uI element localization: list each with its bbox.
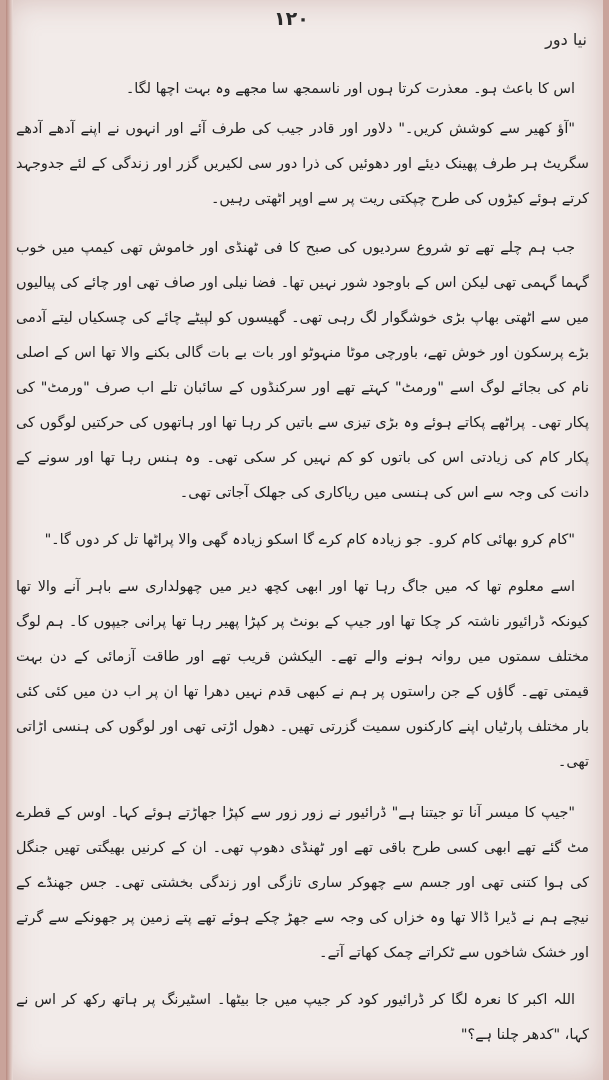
body-text xyxy=(16,74,589,1063)
paragraph: "جیپ کا میسر آنا تو جیتنا ہے" ڈرائیور نے زور زور سے کپڑا جھاڑتے ہوئے کہا۔ اوس کے قطرے مٹ گئے تھے ابھی کسی طرح باقی تھے اور ٹھنڈی دھوپ تھی۔ ان کے کرنیں بھیگتی تھیں جنگل کی ہوا کتنی تھی اور جسم سے چھوکر ساری تازگی اور زندگی بخشتی تھی۔ جس جھنڈے کے نیچے ہم نے ڈیرا ڈالا تھا وہ خزاں کی وجہ سے جھڑ چکے ہوئے تھے پتے زمین پر جھونکے سے گرتے اور خشک شاخوں سے ٹکراتے چمک کھاتے آتے۔ xyxy=(16,805,589,961)
page-number: ۱۲۰ xyxy=(274,8,309,30)
book-page xyxy=(6,0,603,1080)
page-spine-shadow xyxy=(6,0,13,1080)
paragraph: "کام کرو بھائی کام کرو۔ جو زیادہ کام کرے گا اسکو زیادہ گھی والا پراٹھا تل کر دوں گا۔" xyxy=(44,532,575,548)
paragraph: اسے معلوم تھا کہ میں جاگ رہا تھا اور ابھی کچھ دیر میں چھولداری سے باہر آنے والا تھا کیونکہ ڈرائیور ناشتہ کر چکا تھا اور جیپ کے بونٹ پر کپڑا پھیر رہا تھا پرانی جیپوں کا۔ ہم لوگ مختلف سمتوں میں روانہ ہونے والے تھے۔ الیکشن قریب تھے اور طاقت آزمائی کے دن بہت قیمتی تھے۔ گاؤں کے جن راستوں پر ہم نے کبھی قدم نہیں دھرا تھا ان پر اب دن میں کئی کئی بار مختلف پارٹیاں اپنے کارکنوں سمیت گزرتی تھیں۔ دھول اڑتی تھی اور لوگوں کی ہنسی اڑاتی تھی۔ xyxy=(16,579,589,770)
paragraph: اللہ اکبر کا نعرہ لگا کر ڈرائیور کود کر جیپ میں جا بیٹھا۔ اسٹیرنگ پر ہاتھ رکھ کر اس نے کہا، "کدھر چلنا ہے؟" xyxy=(16,992,589,1043)
running-title: نیا دور xyxy=(545,30,587,49)
paragraph: جب ہم چلے تھے تو شروع سردیوں کی صبح کا فی ٹھنڈی اور خاموش تھی کیمپ میں خوب گہما گہمی تھی لیکن اس کے باوجود شور نہیں تھا۔ فضا نیلی اور صاف تھی اور چائے کی پیالیوں میں سے اٹھتی بھاپ بڑی خوشگوار لگ رہی تھی۔ گھیسوں کو لپیٹے چائے کی چسکیاں لیتے آدمی بڑے پرسکون اور خوش تھے، باورچی موٹا منہوٹو اور بات بے بات گالی بکنے والا تھا اس کے اصلی نام کی بجائے لوگ اسے "ورمٹ" کہتے تھے اور سرکنڈوں کے سائبان تلے اب صرف "ورمٹ" کی پکار تھی۔ پراٹھے پکاتے ہوئے وہ بڑی تیزی سے باتیں کر رہا تھا اور ہاتھوں کی حرکتیں لوگوں کی پکار کام کی زیادتی اس کی باتوں کو کم نہیں کر سکی تھی۔ وہ ہنس رہا تھا اور سونے کے دانت کی وجہ سے اس کی ہنسی میں ریاکاری کی جھلک آجاتی تھی۔ xyxy=(16,240,589,501)
paragraph: "آؤ کھیر سے کوشش کریں۔" دلاور اور قادر جیب کی طرف آئے اور انہوں نے اپنے آدھے آدھے سگریٹ ہر طرف پھینک دیئے اور دھوئیں کی ذرا دور سی لکیریں گزر اور زندگی کے لئے جدوجہد کرتے ہوئے کیڑوں کی طرح چپکتی ریت پر سے اوپر اٹھتی رہیں۔ xyxy=(16,121,589,207)
paragraph: اس کا باعث ہو۔ معذرت کرتا ہوں اور ناسمجھ سا مجھے وہ بہت اچھا لگا۔ xyxy=(125,81,575,97)
